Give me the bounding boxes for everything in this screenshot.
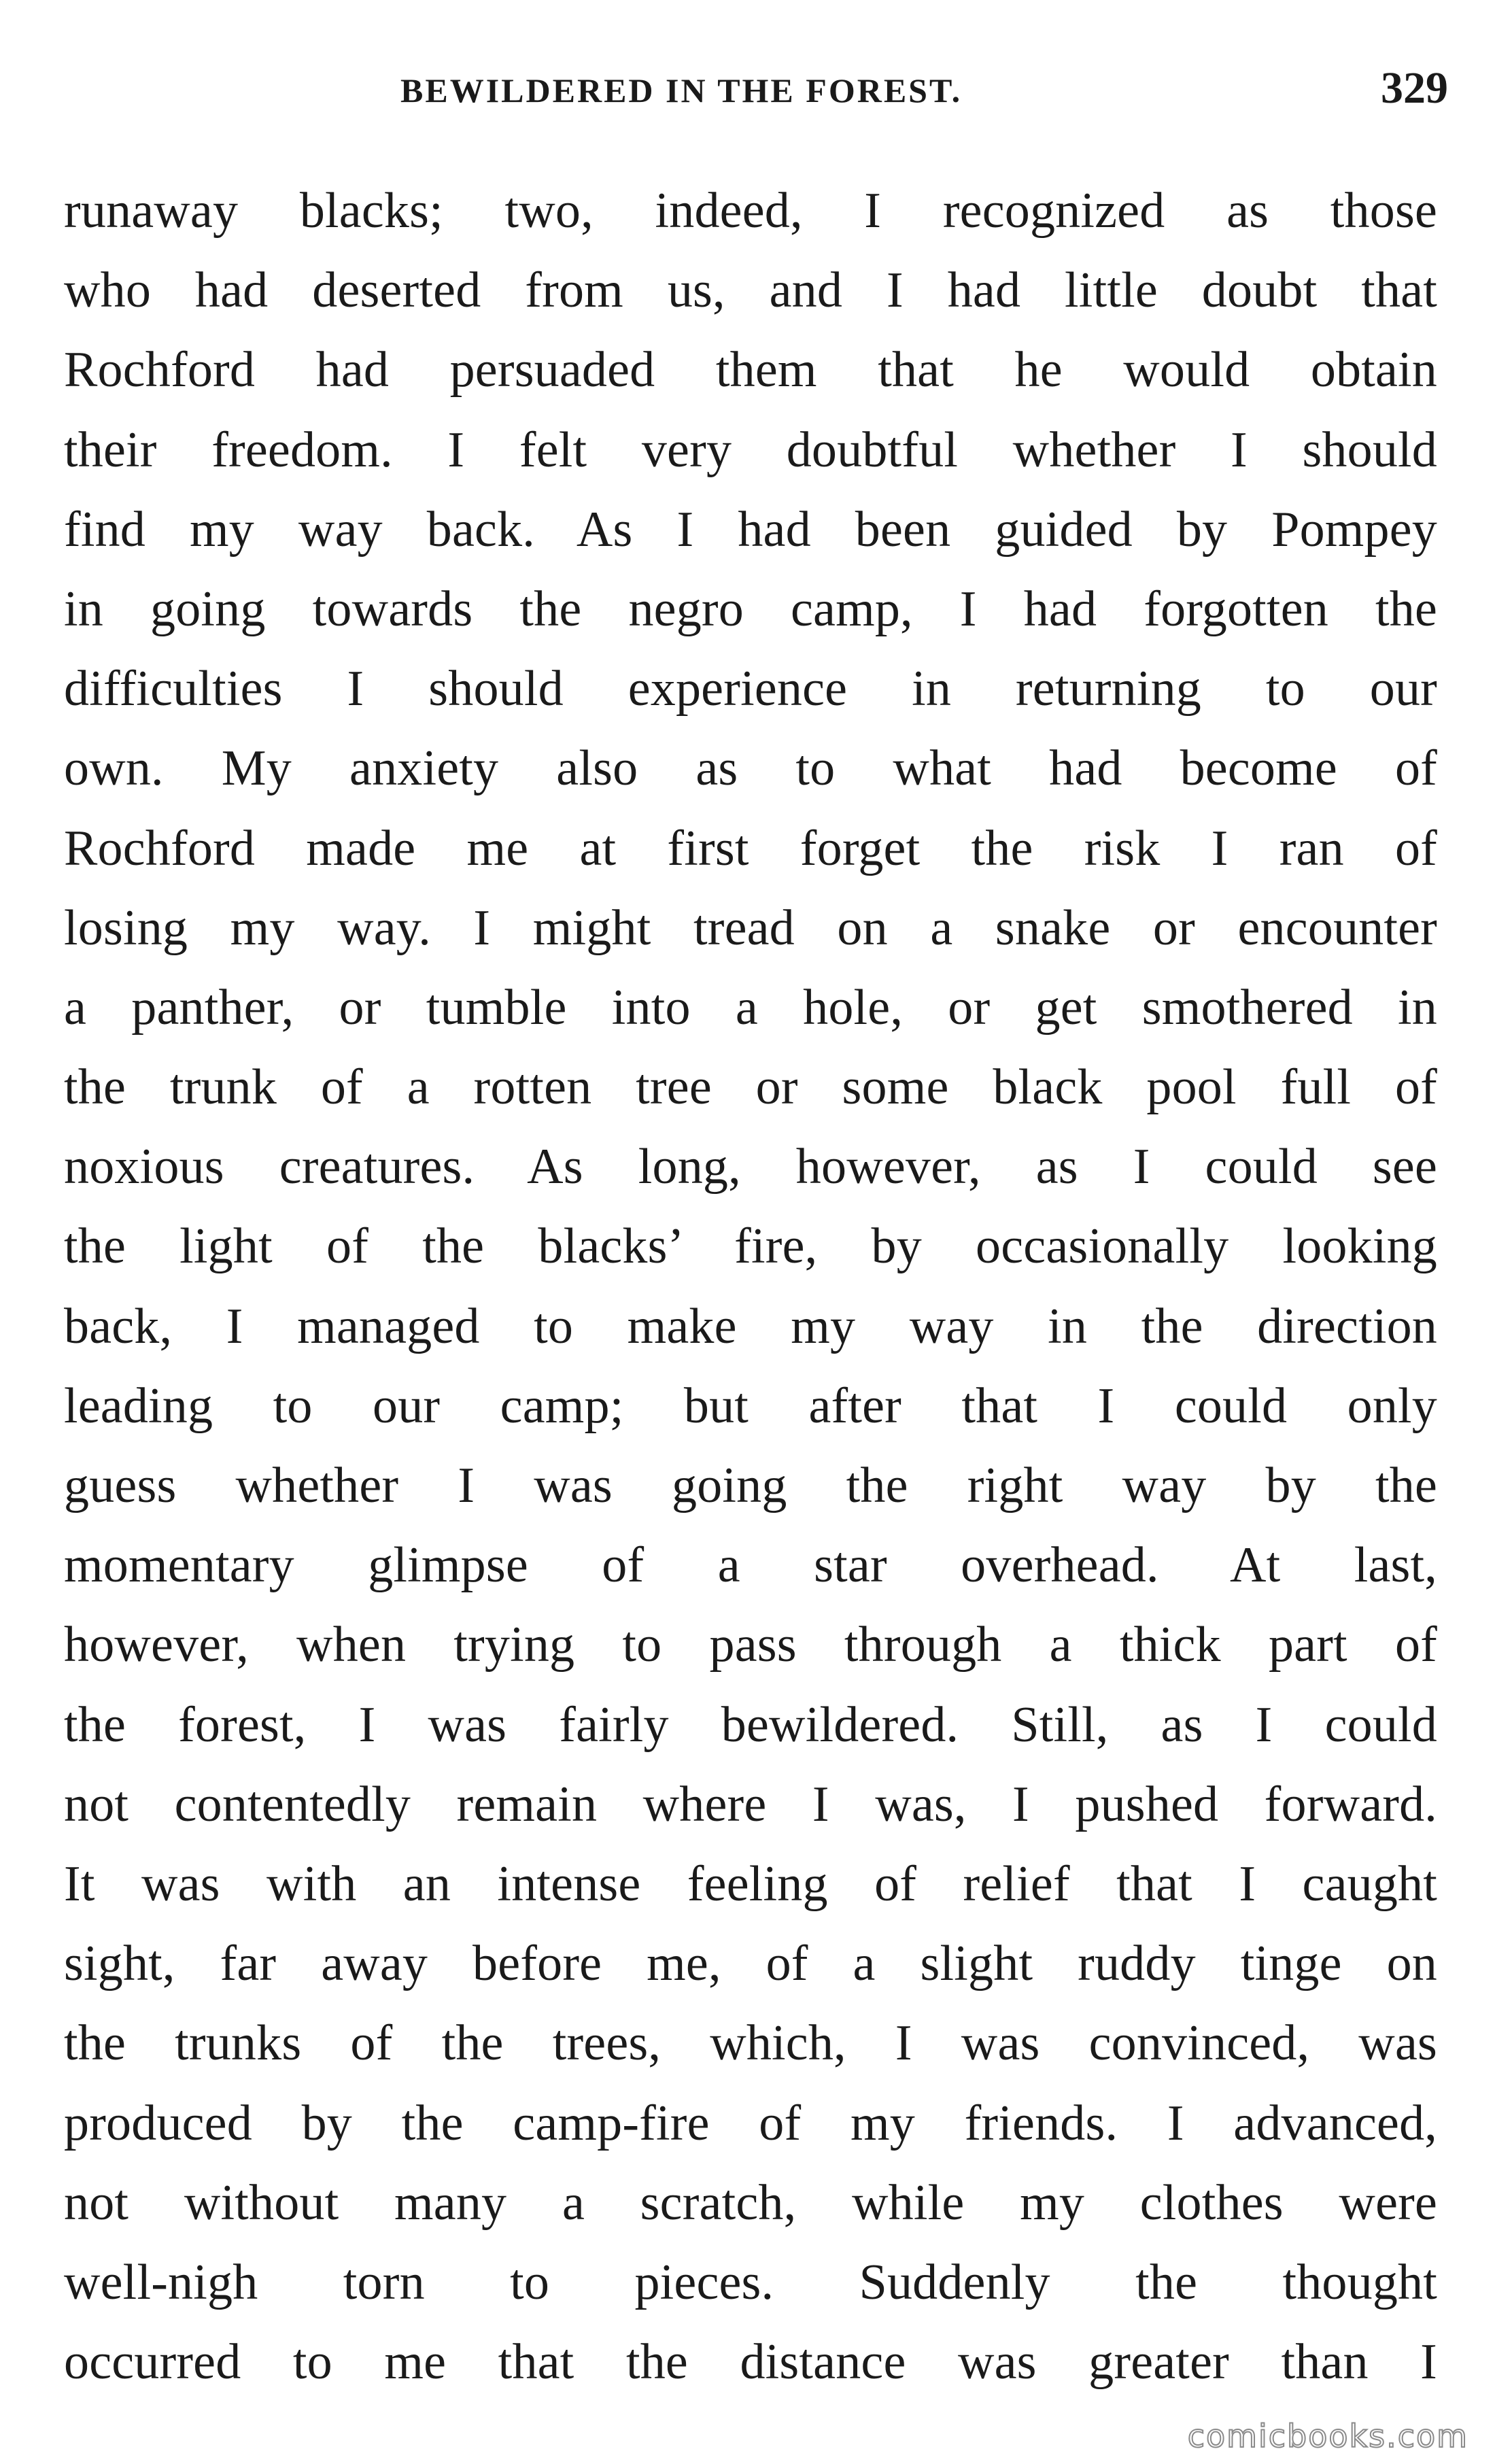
text-line: sight, far away before me, of a slight ruddy tinge on — [64, 1936, 1437, 1992]
text-line: the trunks of the trees, which, I was convinced, was — [64, 2015, 1437, 2072]
text-line: difficulties I should experience in returning to our — [64, 661, 1437, 717]
page-number: 329 — [1381, 63, 1448, 113]
running-title: BEWILDERED IN THE FOREST. — [400, 71, 963, 109]
text-line: It was with an intense feeling of relief that I caught — [64, 1855, 1437, 1912]
text-line: however, when trying to pass through a thick part of — [64, 1617, 1437, 1673]
text-line: the light of the blacks’ fire, by occasionally looking — [64, 1218, 1437, 1275]
text-line: produced by the camp-fire of my friends. I advanced, — [64, 2095, 1437, 2151]
text-line: losing my way. I might tread on a snake or encounter — [64, 900, 1437, 956]
text-line: momentary glimpse of a star overhead. At last, — [64, 1537, 1437, 1594]
text-line: find my way back. As I had been guided by Pompey — [64, 501, 1437, 558]
text-line: well-nigh torn to pieces. Suddenly the thought — [64, 2254, 1437, 2310]
text-line: runaway blacks; two, indeed, I recognized as those — [64, 183, 1437, 239]
text-line: guess whether I was going the right way by the — [64, 1458, 1437, 1513]
text-line: in going towards the negro camp, I had forgotten the — [64, 581, 1437, 637]
text-line: back, I managed to make my way in the direction — [64, 1298, 1437, 1354]
body-text — [64, 171, 1437, 2402]
text-line: not without many a scratch, while my clothes were — [64, 2174, 1437, 2231]
text-line: Rochford made me at first forget the risk I ran of — [64, 820, 1437, 876]
text-line: their freedom. I felt very doubtful whether I should — [64, 422, 1437, 478]
text-line: a panther, or tumble into a hole, or get smothered in — [64, 979, 1437, 1036]
text-line: noxious creatures. As long, however, as I could see — [64, 1139, 1437, 1195]
text-line: not contentedly remain where I was, I pushed forward. — [64, 1776, 1437, 1832]
text-line: the forest, I was fairly bewildered. Still, as I could — [64, 1696, 1437, 1753]
text-line: the trunk of a rotten tree or some black pool full of — [64, 1059, 1437, 1116]
text-line: leading to our camp; but after that I could only — [64, 1378, 1437, 1434]
running-head — [64, 63, 1448, 124]
text-line: who had deserted from us, and I had little doubt that — [64, 262, 1437, 319]
text-line: own. My anxiety also as to what had become of — [64, 740, 1437, 797]
text-line: occurred to me that the distance was greater than I — [64, 2334, 1437, 2391]
watermark: comicbooks.com — [1187, 2418, 1468, 2454]
text-line: Rochford had persuaded them that he would obtain — [64, 342, 1437, 398]
